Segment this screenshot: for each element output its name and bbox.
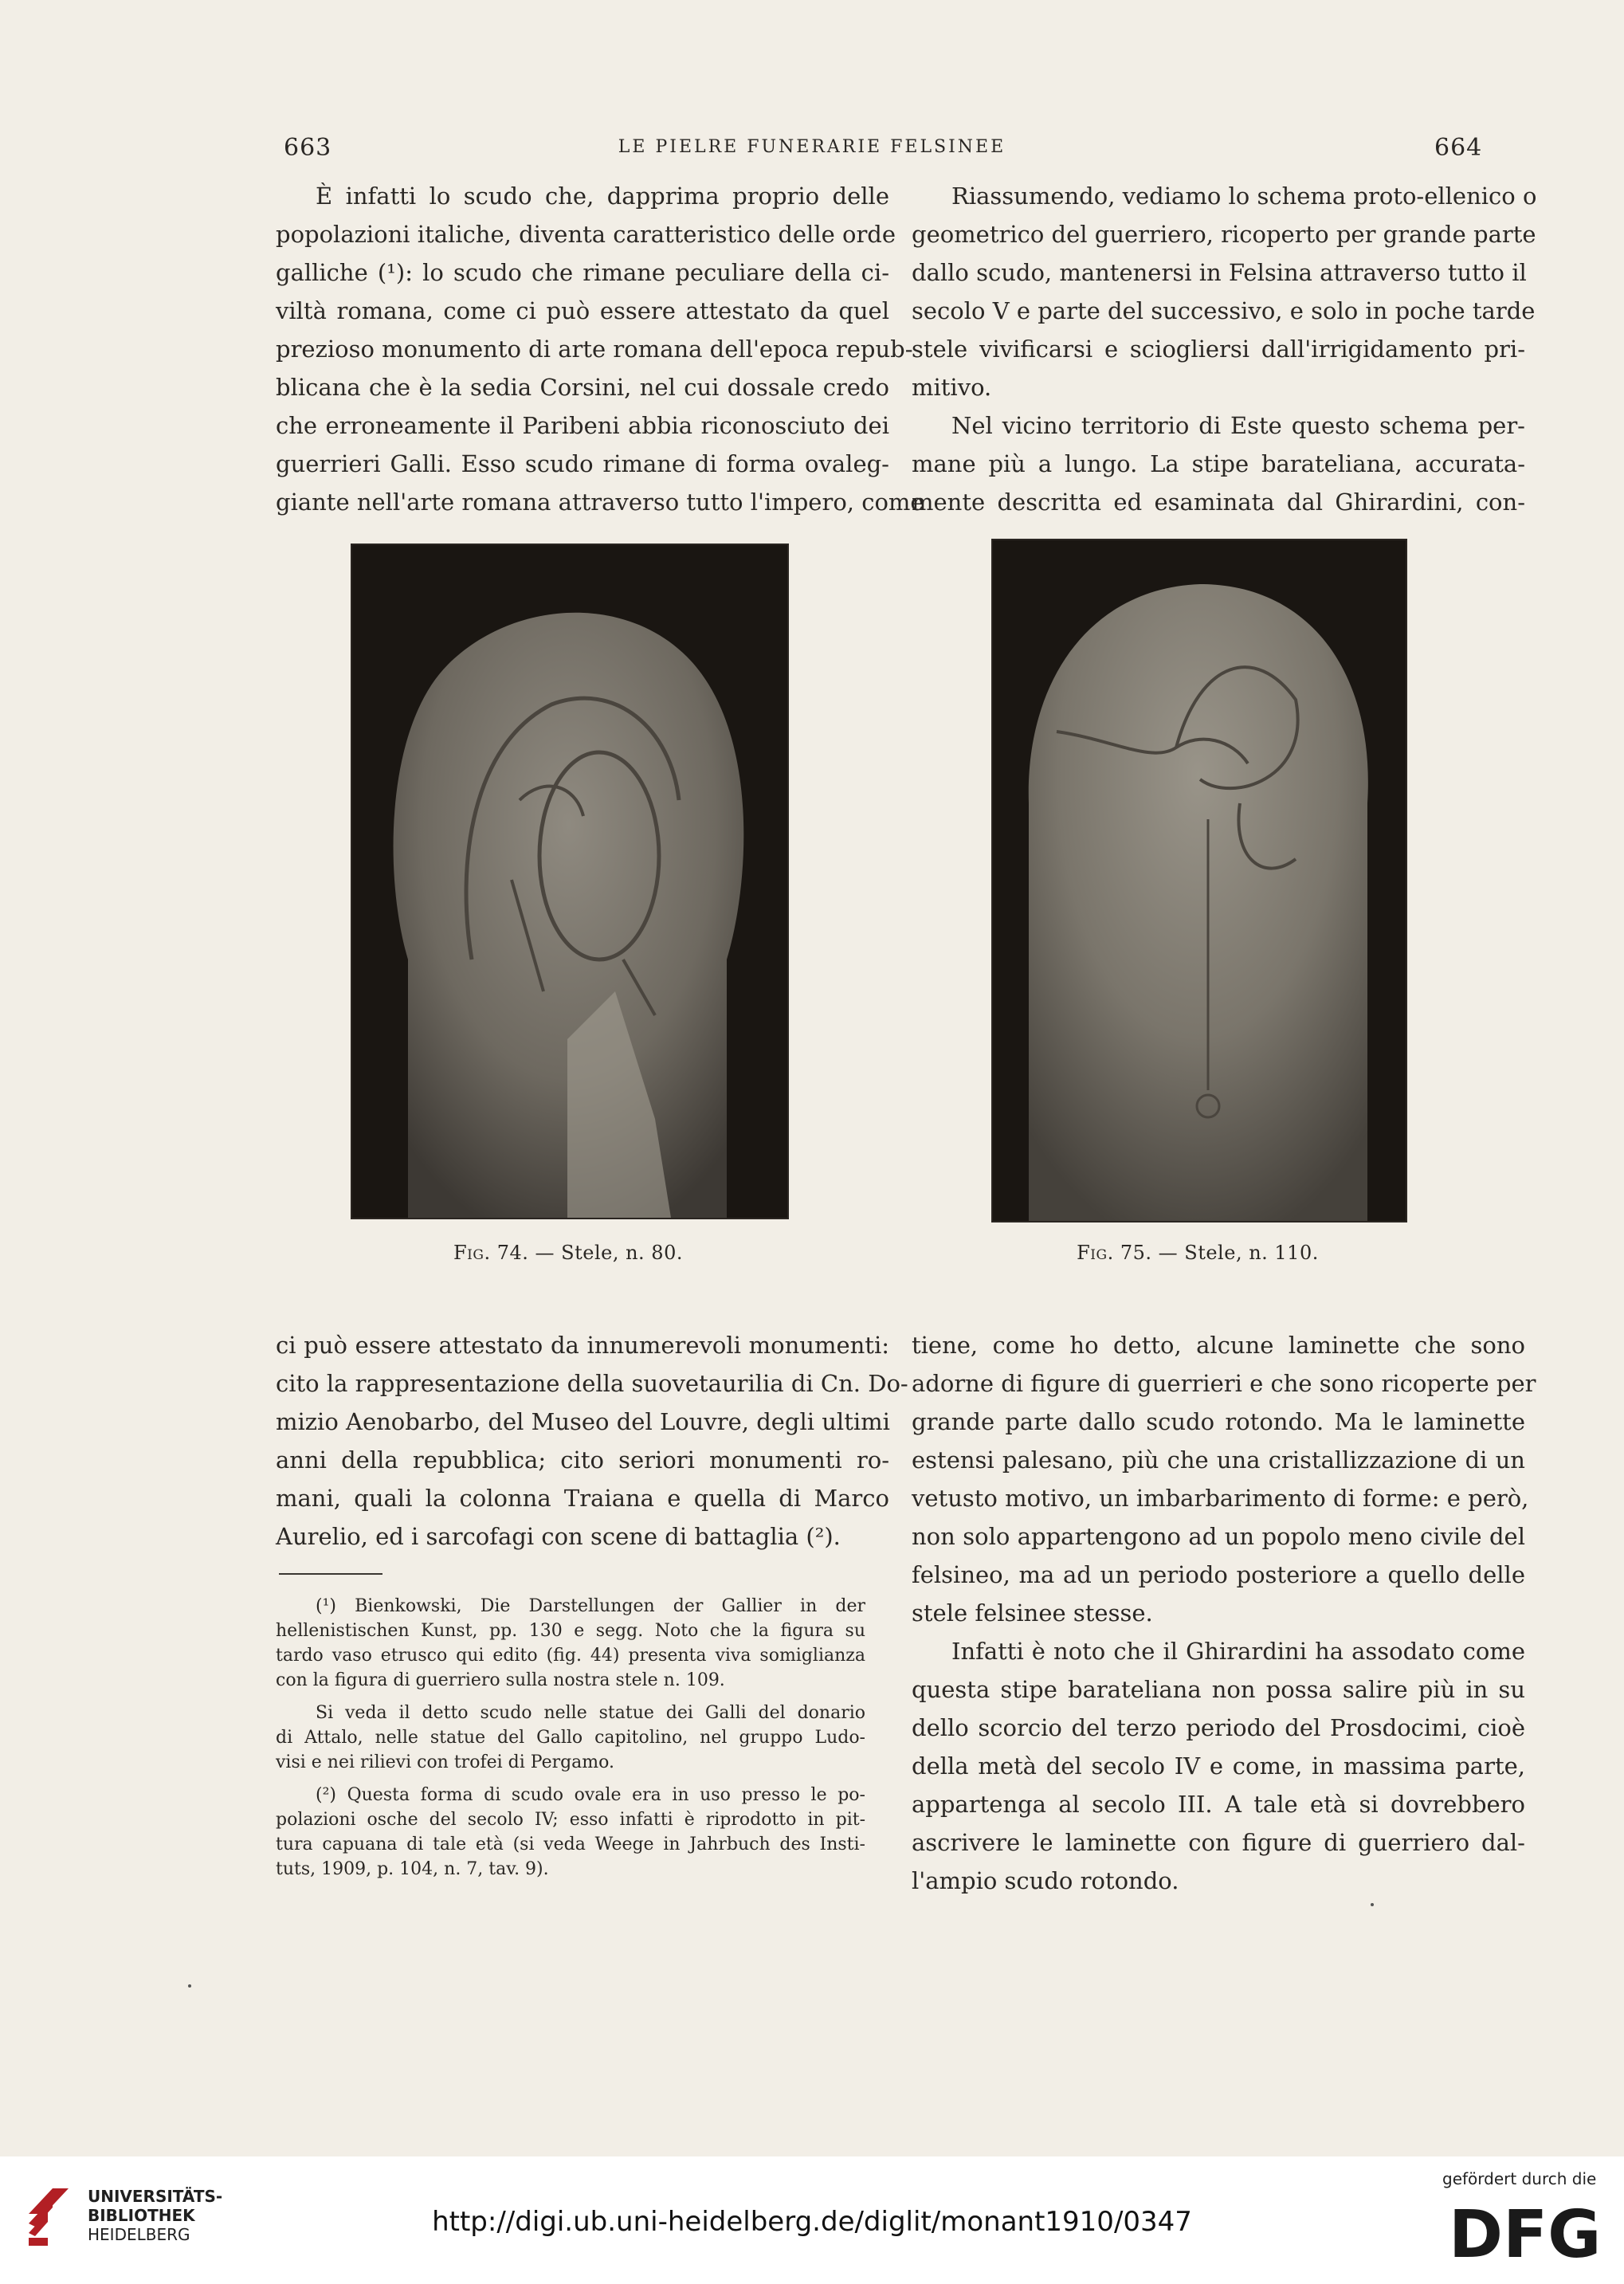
footnote-line: hellenistischen Kunst, pp. 130 e segg. Noto che la figura su	[276, 1621, 865, 1641]
text-line: Nel vicino territorio di Este questo schema per-	[951, 412, 1525, 439]
stele-110-image	[993, 540, 1406, 1221]
dfg-logo-icon	[1449, 2197, 1602, 2273]
text-line: mitivo.	[912, 374, 992, 401]
text-line: guerrieri Galli. Esso scudo rimane di forma ovaleg-	[276, 450, 889, 477]
text-line: estensi palesano, più che una cristallizzazione di un	[912, 1446, 1525, 1474]
right-column-bottom	[912, 1326, 1536, 1900]
footnote-line: polazioni osche del secolo IV; esso infatti è riprodotto in pit-	[276, 1810, 865, 1830]
text-line: viltà romana, come ci può essere attestato da quel	[276, 297, 889, 324]
page-number-left: 663	[284, 134, 332, 162]
footnote-line: (²) Questa forma di scudo ovale era in uso presso le po-	[316, 1785, 865, 1805]
text-line: stele felsinee stesse.	[912, 1599, 1153, 1627]
paper-speck	[188, 1984, 191, 1988]
footnote-separator	[279, 1573, 382, 1575]
text-line: popolazioni italiche, diventa caratteristico delle orde	[276, 221, 896, 248]
figure-label: Fig.	[453, 1242, 491, 1264]
text-line: non solo appartengono ad un popolo meno civile del	[912, 1523, 1525, 1550]
text-line: stele vivificarsi e sciogliersi dall'irrigidamento pri-	[912, 336, 1525, 363]
text-line: mane più a lungo. La stipe barateliana, accurata-	[912, 450, 1525, 477]
footnote-line: (¹) Bienkowski, Die Darstellungen der Gallier in der	[316, 1596, 865, 1616]
text-line: blicana che è la sedia Corsini, nel cui dossale credo	[276, 374, 889, 401]
footnote-line: Si veda il detto scudo nelle statue dei Galli del donario	[316, 1703, 865, 1723]
text-line: anni della repubblica; cito seriori monumenti ro-	[276, 1446, 889, 1474]
caption-text: 74. — Stele, n. 80.	[496, 1242, 683, 1264]
text-line: ascrivere le laminette con figure di guerriero dal-	[912, 1829, 1525, 1856]
left-column-bottom	[276, 1326, 908, 1556]
library-name-line: BIBLIOTHEK	[88, 2206, 195, 2225]
text-line: È infatti lo scudo che, dapprima proprio delle	[316, 182, 889, 210]
footnote-line: tuts, 1909, p. 104, n. 7, tav. 9).	[276, 1859, 549, 1879]
text-line: della metà del secolo IV e come, in massima parte,	[912, 1752, 1525, 1780]
footnote-line: con la figura di guerriero sulla nostra stele n. 109.	[276, 1670, 725, 1690]
text-line: appartenga al secolo III. A tale età si dovrebbero	[912, 1791, 1525, 1818]
library-name-line: UNIVERSITÄTS-	[88, 2187, 223, 2206]
footnote-line: tura capuana di tale età (si veda Weege in Jahrbuch des Insti-	[276, 1835, 865, 1854]
text-line: giante nell'arte romana attraverso tutto l'impero, come	[276, 489, 924, 516]
text-line: Aurelio, ed i sarcofagi con scene di battaglia (²).	[276, 1523, 841, 1550]
library-name-line: HEIDELBERG	[88, 2225, 190, 2244]
dfg-logo-text: DFG	[1449, 2197, 1602, 2273]
paper-speck	[1371, 1903, 1374, 1906]
text-line: mente descritta ed esaminata dal Ghirardini, con-	[912, 489, 1525, 516]
figure-label: Fig.	[1077, 1242, 1114, 1264]
text-line: questa stipe barateliana non possa salire più in su	[912, 1676, 1525, 1703]
text-line: Riassumendo, vediamo lo schema proto-ellenico o	[951, 182, 1537, 210]
footnote-line: tardo vaso etrusco qui edito (fig. 44) presenta viva somiglianza	[276, 1646, 865, 1666]
text-line: ci può essere attestato da innumerevoli monumenti:	[276, 1332, 889, 1359]
figure-75-photo	[991, 539, 1407, 1222]
text-line: secolo V e parte del successivo, e solo in poche tarde	[912, 297, 1536, 324]
text-line: dallo scudo, mantenersi in Felsina attraverso tutto il	[912, 259, 1527, 286]
left-column-top	[276, 177, 924, 521]
text-line: felsineo, ma ad un periodo posteriore a quello delle	[912, 1561, 1525, 1588]
text-line: cito la rappresentazione della suovetaurilia di Cn. Do-	[276, 1370, 908, 1397]
text-line: l'ampio scudo rotondo.	[912, 1867, 1179, 1894]
text-line: vetusto motivo, un imbarbarimento di forme: e però,	[912, 1485, 1529, 1512]
right-column-top	[912, 177, 1537, 521]
footnote-line: visi e nei rilievi con trofei di Pergamo.	[276, 1752, 615, 1772]
text-line: prezioso monumento di arte romana dell'epoca repub-	[276, 336, 913, 363]
stele-80-image	[352, 545, 787, 1218]
text-line: geometrico del guerriero, ricoperto per grande parte	[912, 221, 1536, 248]
text-line: tiene, come ho detto, alcune laminette che sono	[912, 1332, 1525, 1359]
text-line: mizio Aenobarbo, del Museo del Louvre, degli ultimi	[276, 1408, 890, 1435]
figure-75-caption	[991, 1242, 1404, 1264]
text-line: adorne di figure di guerrieri e che sono ricoperte per	[912, 1370, 1536, 1397]
text-line: mani, quali la colonna Traiana e quella di Marco	[276, 1485, 889, 1512]
text-line: grande parte dallo scudo rotondo. Ma le laminette	[912, 1408, 1525, 1435]
running-title: LE PIELRE FUNERARIE FELSINEE	[618, 137, 1006, 157]
figure-74-photo	[351, 544, 789, 1219]
text-line: dello scorcio del terzo periodo del Prosdocimi, cioè	[912, 1714, 1525, 1741]
figure-74-caption	[351, 1242, 786, 1264]
text-line: che erroneamente il Paribeni abbia riconosciuto dei	[276, 412, 889, 439]
funded-by-label: gefördert durch die	[1442, 2169, 1597, 2188]
source-url-link[interactable]: http://digi.ub.uni-heidelberg.de/diglit/monant1910/0347	[432, 2206, 1192, 2238]
footnote-line: di Attalo, nelle statue del Gallo capitolino, nel gruppo Ludo-	[276, 1728, 865, 1748]
text-line: galliche (¹): lo scudo che rimane peculiare della ci-	[276, 259, 889, 286]
footnotes	[276, 1594, 865, 1882]
caption-text: 75. — Stele, n. 110.	[1120, 1242, 1319, 1264]
page-number-right: 664	[1434, 134, 1483, 162]
text-line: Infatti è noto che il Ghirardini ha assodato come	[951, 1638, 1525, 1665]
